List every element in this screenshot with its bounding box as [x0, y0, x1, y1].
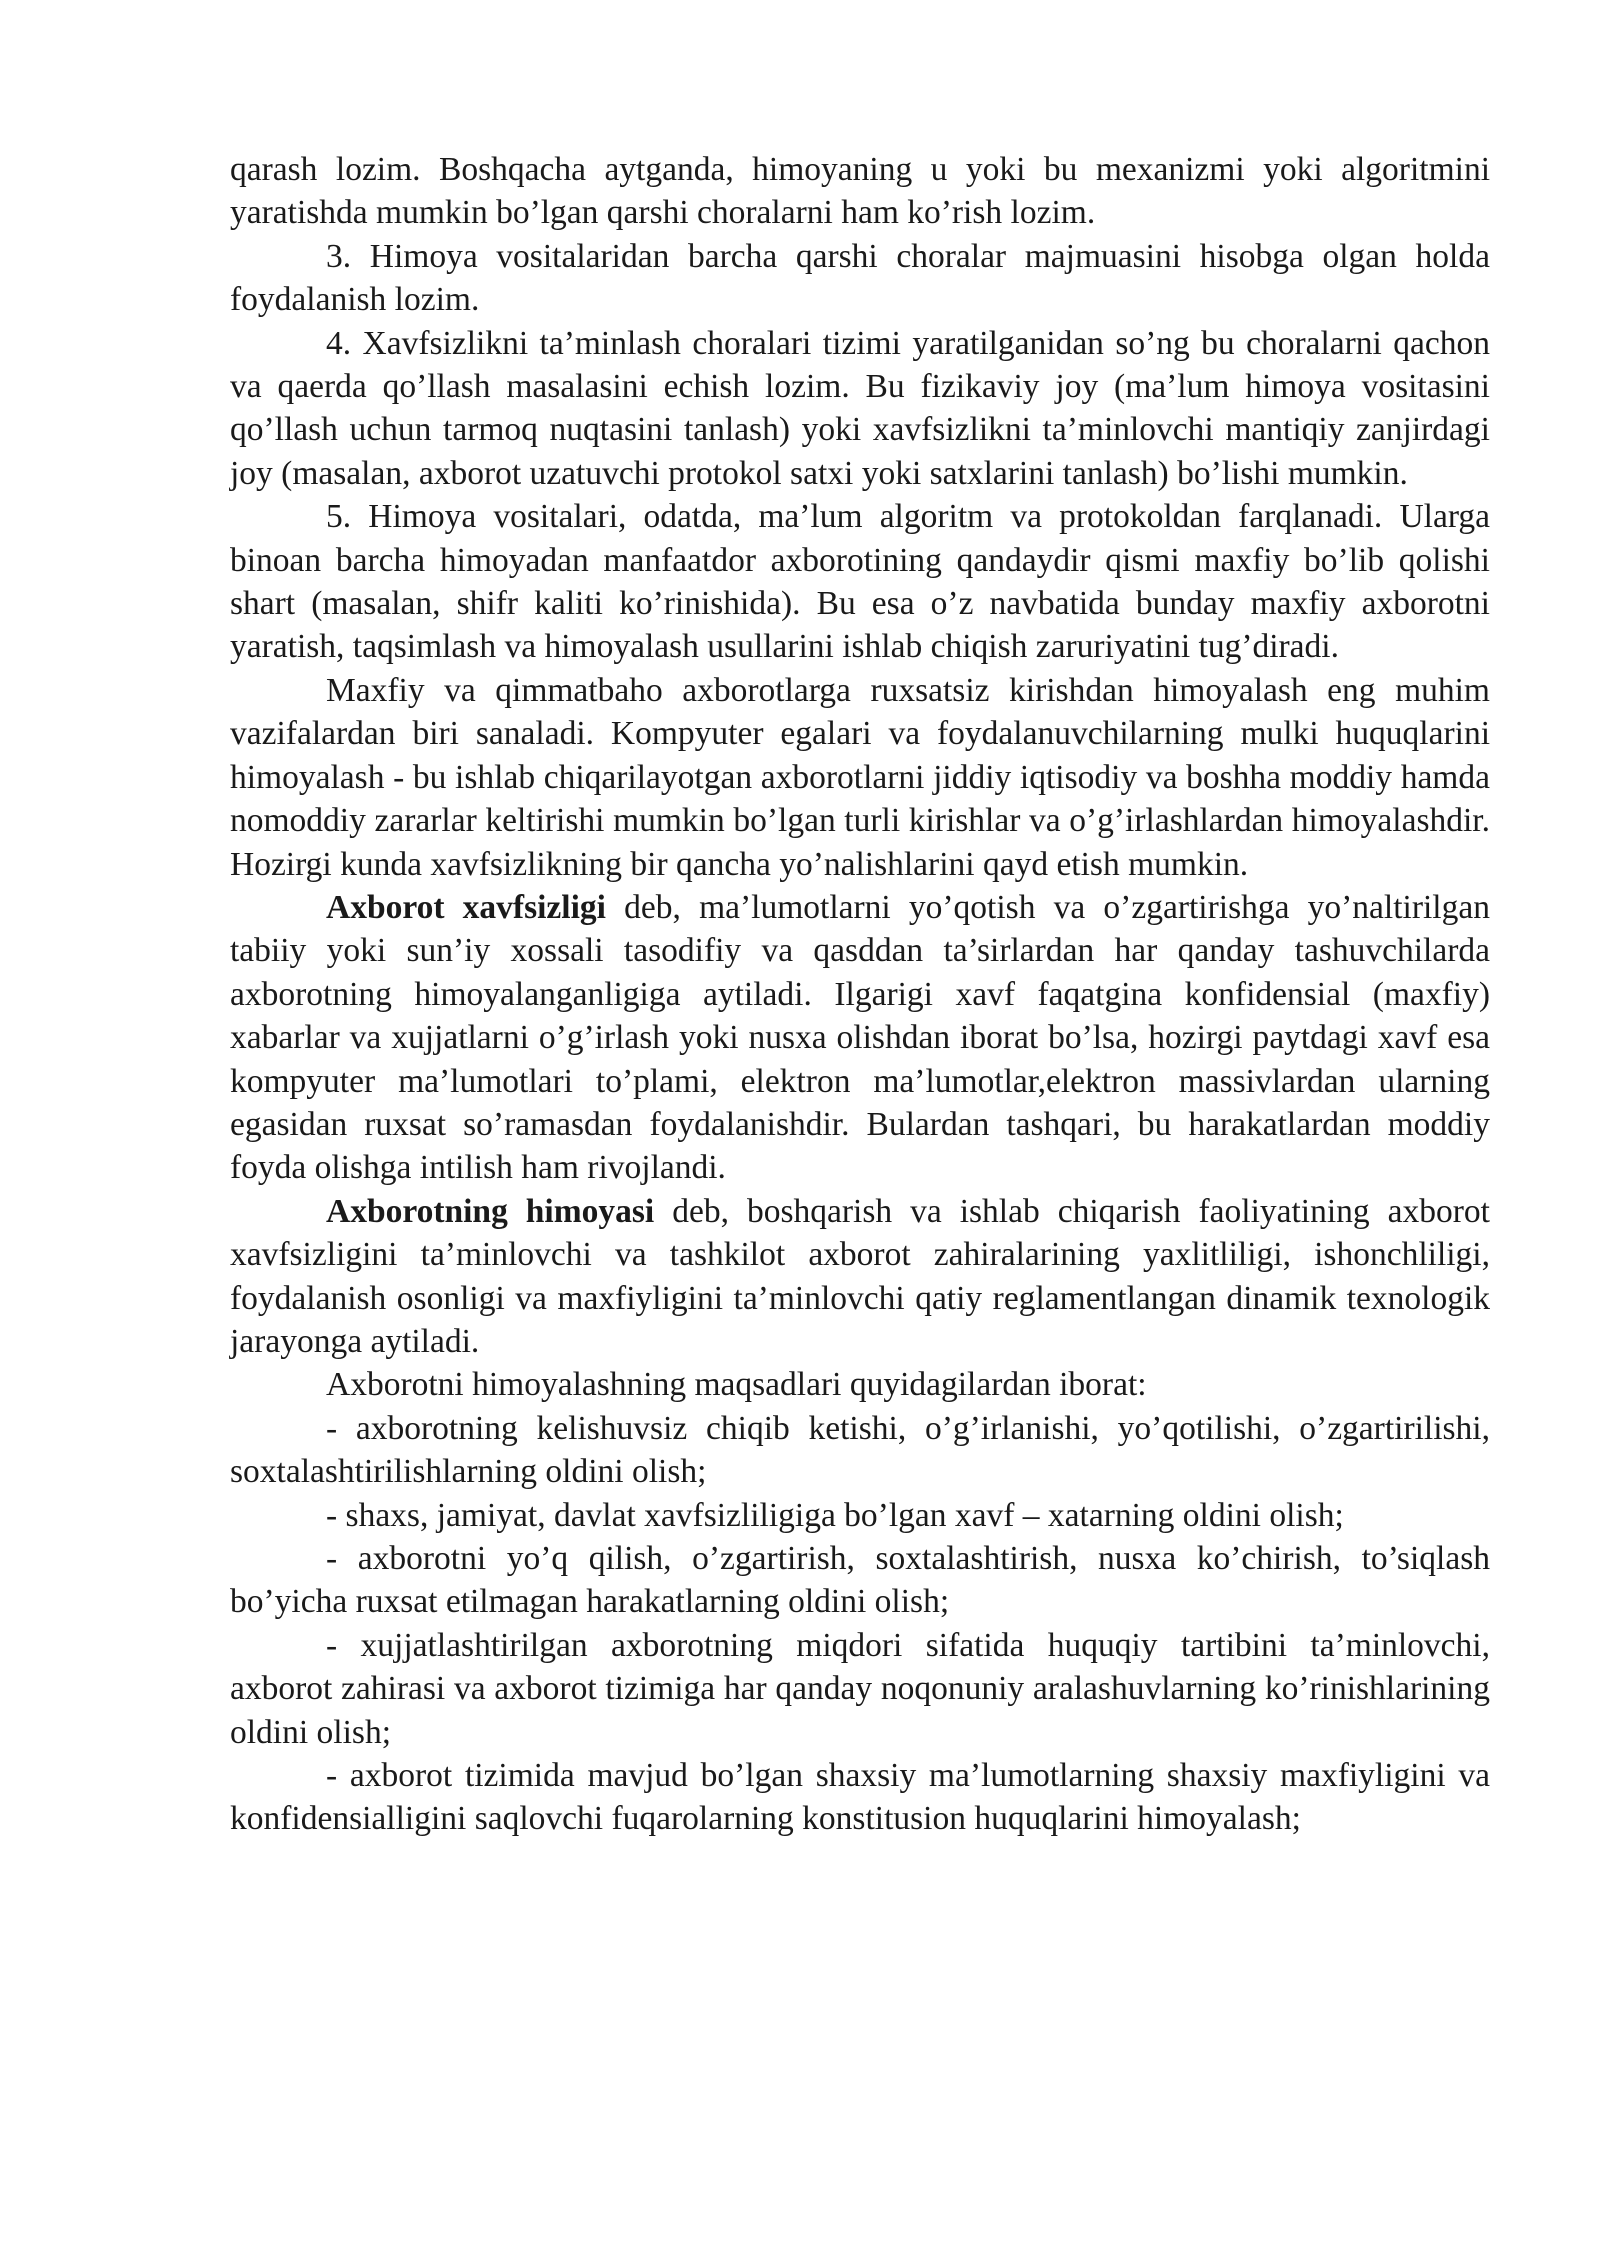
- list-item-goal: - shaxs, jamiyat, davlat xavfsizliligiga bo’lgan xavf – xatarning oldini olish;: [326, 1496, 1344, 1534]
- list-item-goal: - xujjatlashtirilgan axborotning miqdori sifatida huquqiy tartibini ta’minlovchi, axborot zahirasi va axborot tizimiga har qanday noqonuniy aralashuvlarning ko’rinishlarining oldini olish;: [230, 1626, 1490, 1751]
- list-item-goal: - axborot tizimida mavjud bo’lgan shaxsiy ma’lumotlarning shaxsiy maxfiyligini va konfidensialligini saqlovchi fuqarolarning konstitusion huquqlarini himoyalash;: [230, 1757, 1490, 1838]
- paragraph-item-5: 5. Himoya vositalari, odatda, ma’lum algoritm va protokoldan farqlanadi. Ularga binoan barcha himoyadan manfaatdor axborotining qandaydir qismi maxfiy bo’lib qolishi shart (masalan, shifr kaliti ko’rinishida). Bu esa o’z navbatida bunday maxfiy axborotni yaratish, taqsimlash va himoyalash usullarini ishlab chiqish zaruriyatini tug’diradi.: [230, 498, 1490, 666]
- document-page: [230, 148, 1490, 1841]
- term-axborotning-himoyasi: Axborotning himoyasi: [326, 1192, 655, 1230]
- paragraph-definition-protection: [230, 1190, 1490, 1364]
- paragraph-definition-security: [230, 886, 1490, 1190]
- paragraph-item-4: 4. Xavfsizlikni ta’minlash choralari tizimi yaratilganidan so’ng bu choralarni qachon va qaerda qo’llash masalasini echish lozim. Bu fizikaviy joy (ma’lum himoya vositasini qo’llash uchun tarmoq nuqtasini tanlash) yoki xavfsizlikni ta’minlovchi mantiqiy zanjirdagi joy (masalan, axborot uzatuvchi protokol satxi yoki satxlarini tanlash) bo’lishi mumkin.: [230, 324, 1490, 492]
- list-item-goal: - axborotni yo’q qilish, o’zgartirish, soxtalashtirish, nusxa ko’chirish, to’siqlash bo’yicha ruxsat etilmagan harakatlarning oldini olish;: [230, 1540, 1490, 1621]
- definition-text: deb, ma’lumotlarni yo’qotish va o’zgartirishga yo’naltirilgan tabiiy yoki sun’iy xossali tasodifiy va qasddan ta’sirlardan har qanday tashuvchilarda axborotning himoyalanganligiga aytiladi. Ilgarigi xavf faqatgina konfidensial (maxfiy) xabarlar va xujjatlarni o’g’irlash yoki nusxa olishdan iborat bo’lsa, hozirgi paytdagi xavf esa kompyuter ma’lumotlari to’plami, elektron ma’lumotlar,elektron massivlardan ularning egasidan ruxsat so’ramasdan foydalanishdir. Bulardan tashqari, bu harakatlardan moddiy foyda olishga intilish ham rivojlandi.: [230, 888, 1490, 1187]
- paragraph-item-3: 3. Himoya vositalaridan barcha qarshi choralar majmuasini hisobga olgan holda foydalanish lozim.: [230, 237, 1490, 319]
- list-item-goal: - axborotning kelishuvsiz chiqib ketishi, o’g’irlanishi, yo’qotilishi, o’zgartirilishi, soxtalashtirilishlarning oldini olish;: [230, 1409, 1490, 1491]
- paragraph-intro: Maxfiy va qimmatbaho axborotlarga ruxsatsiz kirishdan himoyalash eng muhim vazifalardan biri sanaladi. Kompyuter egalari va foydalanuvchilarning mulki huquqlarini himoyalash - bu ishlab chiqarilayotgan axborotlarni jiddiy iqtisodiy va boshha moddiy hamda nomoddiy zararlar keltirishi mumkin bo’lgan turli kirishlar va o’g’irlashlardan himoyalashdir. Hozirgi kunda xavfsizlikning bir qancha yo’nalishlarini qayd etish mumkin.: [230, 671, 1490, 883]
- term-axborot-xavfsizligi: Axborot xavfsizligi: [326, 888, 606, 926]
- paragraph-goals-heading: Axborotni himoyalashning maqsadlari quyidagilardan iborat:: [326, 1366, 1147, 1404]
- definition-text: deb, boshqarish va ishlab chiqarish faoliyatining axborot xavfsizligini ta’minlovchi va tashkilot axborot zahiralarining yaxlitliligi, ishonchliligi, foydalanish osonligi va maxfiyligini ta’minlovchi qatiy reglamentlangan dinamik texnologik jarayonga aytiladi.: [230, 1192, 1490, 1360]
- paragraph-continuation: qarash lozim. Boshqacha aytganda, himoyaning u yoki bu mexanizmi yoki algoritmini yaratishda mumkin bo’lgan qarshi choralarni ham ko’rish lozim.: [230, 151, 1490, 232]
